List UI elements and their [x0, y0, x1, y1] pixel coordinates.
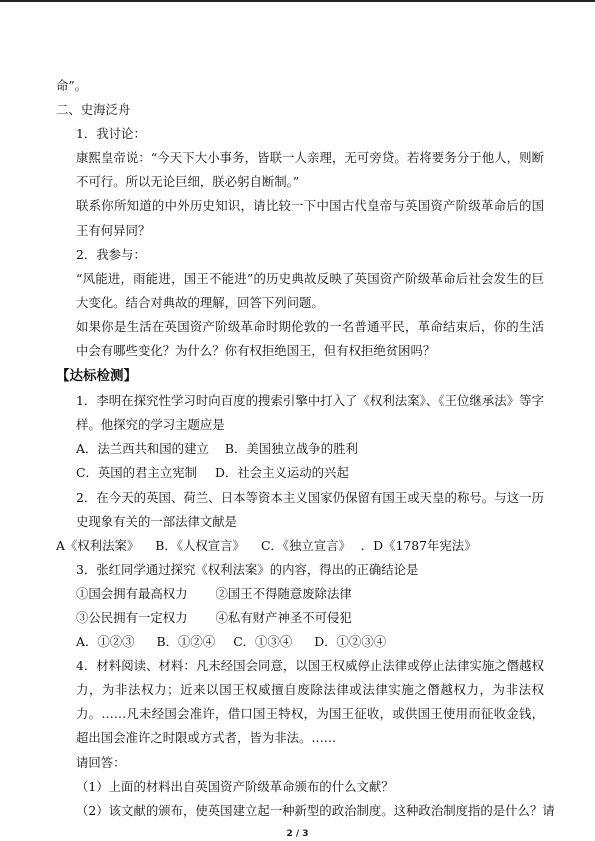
q3-option-a: A．①②③	[76, 634, 135, 650]
page-number: 2 / 3	[286, 829, 309, 839]
q2-option-a: A《权利法案》	[56, 537, 140, 553]
q3-item-4: ④私有财产神圣不可侵犯	[215, 609, 352, 625]
q3-option-b: B．①②④	[156, 634, 216, 650]
q3-item-3: ③公民拥有一定权力	[76, 609, 188, 625]
q1-option-c: C．英国的君主立宪制	[76, 465, 197, 481]
q1-option-b: B．美国独立战争的胜利	[224, 441, 358, 457]
kangxi-quote-paragraph: 康熙皇帝说：“今天下大小事务，皆联一人亲理，无可旁贷。若将要务分于他人，则断不可行。所以无论巨细，朕必躬自断制。”	[76, 150, 544, 190]
top-border-line	[0, 0, 595, 2]
q1-option-a: A．法兰西共和国的建立	[76, 441, 209, 457]
question-3-items-row1	[56, 582, 544, 606]
compare-question-paragraph: 联系你所知道的中外历史知识，请比较一下中国古代皇帝与英国资产阶级革命后的国王有何异同？	[76, 198, 544, 238]
q3-option-d: D．①②③④	[314, 634, 387, 650]
q3-item-2: ②国王不得随意废除法律	[215, 585, 352, 601]
subsection-discuss: 1．我讨论：	[76, 126, 146, 142]
question-4-prompt: 请回答：	[76, 754, 126, 770]
section-title-history: 二、史海泛舟	[56, 102, 131, 118]
q3-item-1: ①国会拥有最高权力	[76, 585, 188, 601]
q2-option-c: C．《独立宣言》	[260, 537, 345, 553]
document-body	[56, 74, 555, 823]
anecdote-paragraph: “风能进，雨能进，国王不能进”的历史典故反映了英国资产阶级革命后社会发生的巨大变化。结合对典故的理解，回答下列问题。	[76, 270, 544, 310]
question-2-options	[56, 534, 544, 558]
question-1-options-row1	[56, 437, 544, 461]
question-4-sub2: （2）该文献的颁布，使英国建立起一种新型的政治制度。这种政治制度指的是什么？请	[76, 802, 555, 818]
subsection-participate: 2．我参与：	[76, 246, 146, 262]
question-4-sub1: （1）上面的材料出自英国资产阶级革命颁布的什么文献？	[76, 778, 394, 794]
question-1-options-row2	[56, 461, 544, 485]
question-3-stem: 3．张红同学通过探究《权利法案》的内容，得出的正确结论是	[76, 561, 419, 577]
q1-option-d: D．社会主义运动的兴起	[215, 465, 349, 481]
question-2-stem: 2．在今天的英国、荷兰、日本等资本主义国家仍保留有国王或天皇的称号。与这一历史现象有关的一部法律文献是	[76, 489, 544, 529]
paragraph-continuation: 命”。	[56, 78, 88, 93]
q2-option-d: ．D《1787年宪法》	[360, 537, 477, 553]
imagine-question-paragraph: 如果你是生活在英国资产阶级革命时期伦敦的一名普通平民，革命结束后，你的生活中会有哪些变化？为什么？你有权拒绝国王，但有权拒绝贫困吗？	[76, 318, 544, 359]
q3-option-c: C．①③④	[233, 634, 293, 650]
q2-option-b: B．《人权宣言》	[155, 537, 245, 553]
section-heading-assessment: 【达标检测】	[56, 368, 137, 385]
question-1-stem: 1．李明在探究性学习时向百度的搜索引擎中打入了《权利法案》、《王位继承法》等字样。他探究的学习主题应是	[76, 393, 544, 433]
question-3-options	[56, 630, 544, 654]
question-3-items-row2	[56, 606, 544, 630]
question-4-material: 4．材料阅读、材料：凡未经国会同意，以国王权威停止法律或停止法律实施之僭越权力，为非法权力；近来以国王权威擅自废除法律或法律实施之僭越权力，为非法权力。……凡未经国会准许，借口国王特权，为国王征收，或供国王使用而征收金钱，超出国会准许之时限或方式者，皆为非法。……	[76, 658, 544, 746]
